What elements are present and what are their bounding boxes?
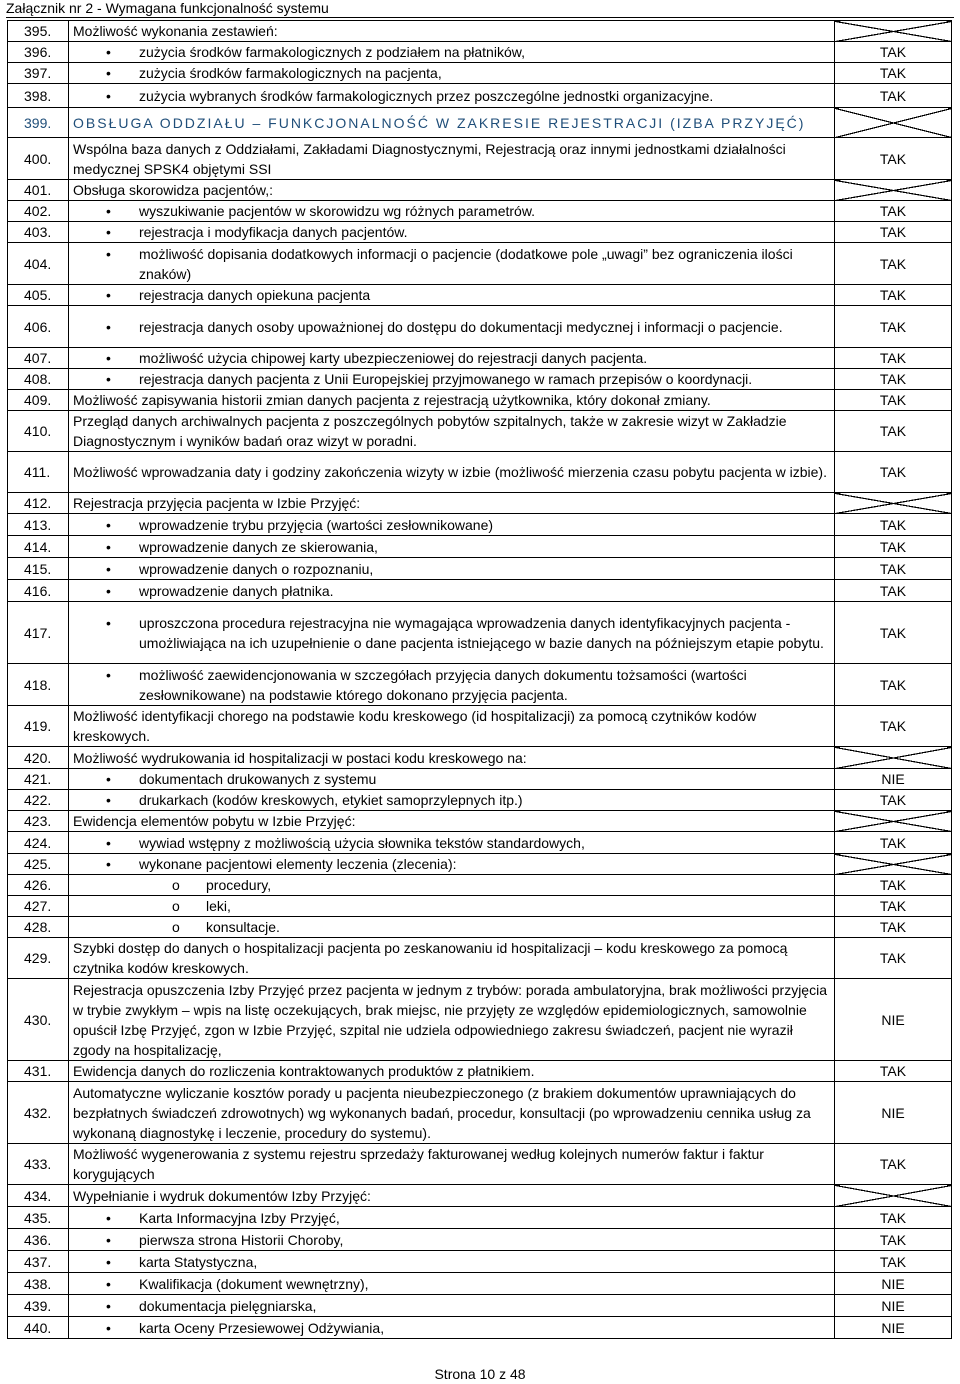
table-row	[8, 979, 952, 1061]
description-text: • dokumentach drukowanych z systemu	[73, 769, 830, 789]
row-description	[69, 222, 835, 243]
answer-cell: TAK	[835, 285, 952, 306]
description-text: Możliwość wydrukowania id hospitalizacji w postaci kodu kreskowego na:	[73, 749, 527, 766]
row-description	[69, 558, 835, 580]
table-row	[8, 832, 952, 854]
description-text: • wprowadzenie danych ze skierowania,	[73, 537, 830, 557]
answer-cell: TAK	[835, 1144, 952, 1185]
row-number: 420.	[8, 747, 69, 769]
row-number: 408.	[8, 369, 69, 390]
description-text: • zużycia wybranych środków farmakologicznych przez poszczególne jednostki organizacyjne.	[73, 86, 830, 106]
row-description	[69, 664, 835, 706]
description-text: • karta Oceny Przesiewowej Odżywiania,	[73, 1318, 830, 1338]
description-text: • rejestracja danych opiekuna pacjenta	[73, 285, 830, 305]
row-description	[69, 790, 835, 811]
table-row	[8, 84, 952, 108]
row-number: 436.	[8, 1229, 69, 1251]
table-row	[8, 108, 952, 138]
answer-cell-crossed	[835, 108, 952, 138]
description-text: • drukarkach (kodów kreskowych, etykiet samoprzylepnych itp.)	[73, 790, 830, 810]
description-text: • uproszczona procedura rejestracyjna nie wymagająca wprowadzenia danych identyfikacyjnych pacjenta - umożliwiająca na ich uzupełnienie o dane pacjenta istniejącego w bazie danych na późniejszym etapie pobytu.	[73, 613, 830, 653]
description-text: Ewidencja danych do rozliczenia kontraktowanych produktów z płatnikiem.	[73, 1063, 535, 1079]
row-number: 418.	[8, 664, 69, 706]
answer-cell: TAK	[835, 558, 952, 580]
row-description	[69, 706, 835, 747]
table-row	[8, 243, 952, 285]
row-description	[69, 138, 835, 180]
table-row	[8, 138, 952, 180]
row-description	[69, 243, 835, 285]
page-header	[6, 0, 329, 16]
row-number: 397.	[8, 63, 69, 84]
description-text: Możliwość wprowadzania daty i godziny zakończenia wizyty w izbie (możliwość mierzenia czasu pobytu pacjenta w izbie).	[73, 464, 827, 480]
row-description	[69, 1251, 835, 1273]
table-row	[8, 1185, 952, 1207]
table-row	[8, 201, 952, 222]
row-number: 403.	[8, 222, 69, 243]
row-description	[69, 1185, 835, 1207]
row-description	[69, 602, 835, 664]
row-description	[69, 1295, 835, 1317]
description-text: • rejestracja danych pacjenta z Unii Europejskiej przyjmowanego w ramach przepisów o koordynacji.	[73, 369, 830, 389]
description-text: Automatyczne wyliczanie kosztów porady u pacjenta nieubezpieczonego (z brakiem dokumentów uprawniających do bezpłatnych świadczeń zdrowotnych) wg wykonanych badań, procedur, konsultacji (po wprowadzeniu cennika usług za wykonaną diagnostykę i leczenie, procedury do systemu).	[73, 1084, 811, 1141]
description-text: Wypełnianie i wydruk dokumentów Izby Przyjęć:	[73, 1187, 371, 1204]
row-number: 423.	[8, 811, 69, 832]
description-text: • wprowadzenie trybu przyjęcia (wartości zesłownikowane)	[73, 515, 830, 535]
row-number: 410.	[8, 411, 69, 452]
answer-cell: TAK	[835, 138, 952, 180]
row-number: 425.	[8, 854, 69, 875]
row-number: 396.	[8, 42, 69, 63]
description-text: • rejestracja i modyfikacja danych pacjentów.	[73, 222, 830, 242]
table-row	[8, 580, 952, 602]
table-row	[8, 1251, 952, 1273]
answer-cell: TAK	[835, 222, 952, 243]
table-row	[8, 369, 952, 390]
table-row	[8, 1273, 952, 1295]
description-text: • wywiad wstępny z możliwością użycia słownika tekstów standardowych,	[73, 833, 830, 853]
row-description	[69, 896, 835, 917]
table-row	[8, 42, 952, 63]
description-text: • możliwość użycia chipowej karty ubezpieczeniowej do rejestracji danych pacjenta.	[73, 348, 830, 368]
description-text: • dokumentacja pielęgniarska,	[73, 1296, 830, 1316]
row-description	[69, 769, 835, 790]
table-row	[8, 1317, 952, 1339]
row-description	[69, 580, 835, 602]
table-row	[8, 1082, 952, 1144]
row-number: 437.	[8, 1251, 69, 1273]
answer-cell: TAK	[835, 306, 952, 348]
table-row	[8, 21, 952, 42]
description-text: OBSŁUGA ODDZIAŁU – FUNKCJONALNOŚĆ W ZAKRESIE REJESTRACJI (IZBA PRZYJĘĆ)	[73, 114, 806, 131]
table-row	[8, 536, 952, 558]
row-number: 430.	[8, 979, 69, 1061]
row-number: 426.	[8, 875, 69, 896]
answer-cell: TAK	[835, 896, 952, 917]
table-row	[8, 747, 952, 769]
row-description	[69, 348, 835, 369]
row-number: 409.	[8, 390, 69, 411]
row-description	[69, 1229, 835, 1251]
description-text: • karta Statystyczna,	[73, 1252, 830, 1272]
page-footer	[0, 1366, 960, 1382]
table-row	[8, 1295, 952, 1317]
description-text: • zużycia środków farmakologicznych na pacjenta,	[73, 63, 830, 83]
row-description	[69, 1144, 835, 1185]
row-description	[69, 536, 835, 558]
answer-cell-crossed	[835, 1185, 952, 1207]
table-row	[8, 558, 952, 580]
row-description	[69, 811, 835, 832]
row-number: 428.	[8, 917, 69, 938]
answer-cell: TAK	[835, 42, 952, 63]
row-number: 416.	[8, 580, 69, 602]
answer-cell: TAK	[835, 63, 952, 84]
row-description	[69, 390, 835, 411]
table-row	[8, 63, 952, 84]
row-number: 413.	[8, 514, 69, 536]
row-number: 422.	[8, 790, 69, 811]
description-text: Możliwość zapisywania historii zmian danych pacjenta z rejestracją użytkownika, który dokonał zmiany.	[73, 392, 711, 408]
answer-cell: TAK	[835, 580, 952, 602]
table-row	[8, 938, 952, 979]
table-row	[8, 896, 952, 917]
page-number: Strona 10 z 48	[434, 1366, 526, 1382]
description-text: • wykonane pacjentowi elementy leczenia (zlecenia):	[73, 854, 830, 874]
row-description	[69, 42, 835, 63]
table-row	[8, 1144, 952, 1185]
answer-cell-crossed	[835, 747, 952, 769]
answer-cell: TAK	[835, 243, 952, 285]
table-row	[8, 706, 952, 747]
answer-cell: TAK	[835, 938, 952, 979]
row-description	[69, 411, 835, 452]
table-row	[8, 285, 952, 306]
answer-cell-crossed	[835, 811, 952, 832]
row-description	[69, 285, 835, 306]
answer-cell: TAK	[835, 84, 952, 108]
answer-cell: TAK	[835, 514, 952, 536]
row-number: 415.	[8, 558, 69, 580]
answer-cell: NIE	[835, 1082, 952, 1144]
description-text: • zużycia środków farmakologicznych z podziałem na płatników,	[73, 42, 830, 62]
row-description	[69, 1273, 835, 1295]
row-number: 407.	[8, 348, 69, 369]
description-text: o konsultacje.	[73, 917, 830, 937]
row-number: 398.	[8, 84, 69, 108]
answer-cell: TAK	[835, 348, 952, 369]
answer-cell-crossed	[835, 180, 952, 201]
table-row	[8, 1207, 952, 1229]
answer-cell: TAK	[835, 602, 952, 664]
row-number: 401.	[8, 180, 69, 201]
description-text: • rejestracja danych osoby upoważnionej do dostępu do dokumentacji medycznej i informacji o pacjencie.	[73, 317, 830, 337]
document-title: Załącznik nr 2 - Wymagana funkcjonalność systemu	[6, 0, 329, 16]
answer-cell: TAK	[835, 452, 952, 493]
table-row	[8, 1061, 952, 1082]
table-row	[8, 306, 952, 348]
row-description	[69, 1082, 835, 1144]
row-number: 432.	[8, 1082, 69, 1144]
description-text: • możliwość dopisania dodatkowych informacji o pacjencie (dodatkowe pole „uwagi” bez ograniczenia ilości znaków)	[73, 244, 830, 284]
row-number: 414.	[8, 536, 69, 558]
description-text: o procedury,	[73, 875, 830, 895]
answer-cell: TAK	[835, 1061, 952, 1082]
row-description	[69, 938, 835, 979]
row-number: 421.	[8, 769, 69, 790]
row-description	[69, 201, 835, 222]
row-description	[69, 514, 835, 536]
answer-cell-crossed	[835, 21, 952, 42]
table-row	[8, 514, 952, 536]
description-text: Szybki dostęp do danych o hospitalizacji pacjenta po zeskanowaniu id hospitalizacji – kodu kreskowego za pomocą czytnika kodów kreskowych.	[73, 940, 788, 976]
answer-cell: TAK	[835, 390, 952, 411]
table-row	[8, 875, 952, 896]
row-description	[69, 21, 835, 42]
row-number: 402.	[8, 201, 69, 222]
row-description	[69, 979, 835, 1061]
row-description	[69, 369, 835, 390]
answer-cell-crossed	[835, 854, 952, 875]
answer-cell: TAK	[835, 875, 952, 896]
row-number: 424.	[8, 832, 69, 854]
description-text: Możliwość wygenerowania z systemu rejestru sprzedaży fakturowanej według kolejnych numerów faktur i faktur korygujących	[73, 1146, 764, 1182]
row-description	[69, 854, 835, 875]
answer-cell: TAK	[835, 536, 952, 558]
row-number: 399.	[8, 108, 69, 138]
table-row	[8, 917, 952, 938]
answer-cell: TAK	[835, 369, 952, 390]
row-description	[69, 747, 835, 769]
row-description	[69, 493, 835, 514]
table-row	[8, 390, 952, 411]
table-row	[8, 452, 952, 493]
row-number: 417.	[8, 602, 69, 664]
answer-cell: TAK	[835, 201, 952, 222]
description-text: Obsługa skorowidza pacjentów,:	[73, 182, 273, 198]
description-text: Rejestracja przyjęcia pacjenta w Izbie Przyjęć:	[73, 495, 361, 511]
description-text: • Kwalifikacja (dokument wewnętrzny),	[73, 1274, 830, 1294]
description-text: • możliwość zaewidencjonowania w szczegółach przyjęcia danych dokumentu tożsamości (wartości zesłownikowane) na podstawie którego dokonano przyjęcia pacjenta.	[73, 665, 830, 705]
row-number: 405.	[8, 285, 69, 306]
row-description	[69, 63, 835, 84]
table-row	[8, 493, 952, 514]
answer-cell: NIE	[835, 1317, 952, 1339]
answer-cell-crossed	[835, 493, 952, 514]
description-text: Ewidencja elementów pobytu w Izbie Przyjęć:	[73, 813, 356, 829]
description-text: Możliwość identyfikacji chorego na podstawie kodu kreskowego (id hospitalizacji) za pomocą czytników kodów kreskowych.	[73, 708, 757, 744]
row-description	[69, 180, 835, 201]
answer-cell: TAK	[835, 1207, 952, 1229]
description-text: • wprowadzenie danych o rozpoznaniu,	[73, 559, 830, 579]
row-number: 412.	[8, 493, 69, 514]
row-description	[69, 1061, 835, 1082]
row-number: 439.	[8, 1295, 69, 1317]
answer-cell: NIE	[835, 979, 952, 1061]
header-rule	[6, 17, 954, 18]
answer-cell: NIE	[835, 769, 952, 790]
row-number: 435.	[8, 1207, 69, 1229]
description-text: Możliwość wykonania zestawień:	[73, 23, 278, 39]
table-row	[8, 790, 952, 811]
table-row	[8, 811, 952, 832]
table-row	[8, 769, 952, 790]
answer-cell: TAK	[835, 790, 952, 811]
answer-cell: TAK	[835, 411, 952, 452]
row-description	[69, 917, 835, 938]
description-text: Przegląd danych archiwalnych pacjenta z poszczególnych pobytów szpitalnych, także w zakresie wizyt w Zakładzie Diagnostycznym i wyników badań oraz wizyt w poradni.	[73, 413, 787, 449]
table-row	[8, 348, 952, 369]
row-description	[69, 306, 835, 348]
row-number: 440.	[8, 1317, 69, 1339]
description-text: • wyszukiwanie pacjentów w skorowidzu wg różnych parametrów.	[73, 201, 830, 221]
requirements-table	[7, 20, 952, 1339]
row-number: 406.	[8, 306, 69, 348]
row-number: 404.	[8, 243, 69, 285]
answer-cell: TAK	[835, 832, 952, 854]
row-number: 429.	[8, 938, 69, 979]
answer-cell: TAK	[835, 917, 952, 938]
description-text: • wprowadzenie danych płatnika.	[73, 581, 830, 601]
row-description	[69, 108, 835, 138]
table-row	[8, 602, 952, 664]
table-row	[8, 222, 952, 243]
requirements-body	[8, 21, 952, 1339]
table-row	[8, 411, 952, 452]
row-number: 431.	[8, 1061, 69, 1082]
answer-cell: TAK	[835, 1251, 952, 1273]
table-row	[8, 1229, 952, 1251]
answer-cell: NIE	[835, 1295, 952, 1317]
table-row	[8, 664, 952, 706]
row-number: 434.	[8, 1185, 69, 1207]
row-description	[69, 875, 835, 896]
row-description	[69, 1317, 835, 1339]
answer-cell: TAK	[835, 664, 952, 706]
row-description	[69, 452, 835, 493]
row-description	[69, 832, 835, 854]
row-number: 411.	[8, 452, 69, 493]
row-number: 433.	[8, 1144, 69, 1185]
answer-cell: NIE	[835, 1273, 952, 1295]
row-number: 427.	[8, 896, 69, 917]
table-row	[8, 854, 952, 875]
answer-cell: TAK	[835, 706, 952, 747]
row-number: 400.	[8, 138, 69, 180]
row-description	[69, 1207, 835, 1229]
description-text: • pierwsza strona Historii Choroby,	[73, 1230, 830, 1250]
row-description	[69, 84, 835, 108]
row-number: 438.	[8, 1273, 69, 1295]
description-text: Rejestracja opuszczenia Izby Przyjęć przez pacjenta w jednym z trybów: porada ambulatoryjna, brak możliwości przyjęcia w trybie zwykłym – wpis na listę oczekujących, brak miejsc, nie przyjęty ze względów epidemiologicznych, samowolnie opuścił Izbę Przyjęć, zgon w Izbie Przyjęć, szpital nie udziela odpowiedniego zakresu świadczeń, pacjent nie wyraził zgody na hospitalizację,	[73, 981, 827, 1058]
description-text: Wspólna baza danych z Oddziałami, Zakładami Diagnostycznymi, Rejestracją oraz innymi jednostkami działalności medycznej SPSK4 objętymi SSI	[73, 140, 786, 177]
description-text: o leki,	[73, 896, 830, 916]
row-number: 395.	[8, 21, 69, 42]
table-row	[8, 180, 952, 201]
answer-cell: TAK	[835, 1229, 952, 1251]
description-text: • Karta Informacyjna Izby Przyjęć,	[73, 1208, 830, 1228]
row-number: 419.	[8, 706, 69, 747]
